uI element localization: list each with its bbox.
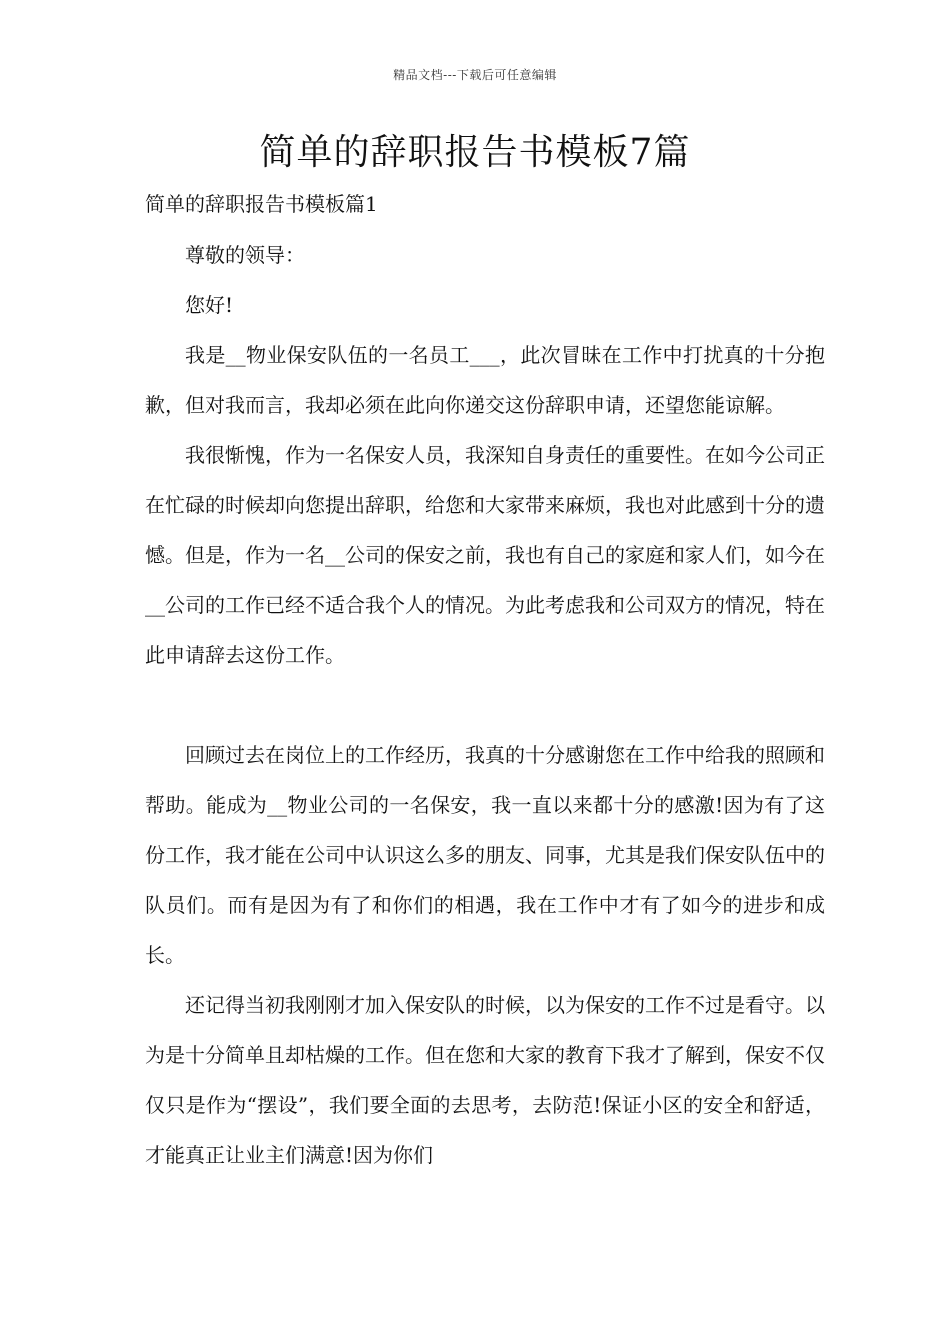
body-paragraph: 我是__物业保安队伍的一名员工___，此次冒昧在工作中打扰真的十分抱歉，但对我而言，我却必须在此向你递交这份辞职申请，还望您能谅解。: [145, 343, 825, 417]
body-paragraph: 回顾过去在岗位上的工作经历，我真的十分感谢您在工作中给我的照顾和帮助。能成为__物业公司的一名保安，我一直以来都十分的感激!因为有了这份工作，我才能在公司中认识这么多的朋友、同事，尤其是我们保安队伍中的队员们。而有是因为有了和你们的相遇，我在工作中才有了如今的进步和成长。: [145, 743, 825, 967]
document-title: 简单的辞职报告书模板7篇: [259, 132, 691, 173]
body-paragraph: 还记得当初我刚刚才加入保安队的时候，以为保安的工作不过是看守。以为是十分简单且却枯燥的工作。但在您和大家的教育下我才了解到，保安不仅仅只是作为“摆设”，我们要全面的去思考，去防范!保证小区的安全和舒适，才能真正让业主们满意!因为你们: [145, 993, 825, 1167]
header-note: 精品文档---下载后可任意编辑: [393, 68, 557, 82]
greeting: 您好!: [185, 293, 234, 317]
section-subtitle: 简单的辞职报告书模板篇1: [145, 192, 378, 216]
body-paragraph: 我很惭愧，作为一名保安人员，我深知自身责任的重要性。在如今公司正在忙碌的时候却向您提出辞职，给您和大家带来麻烦，我也对此感到十分的遗憾。但是，作为一名__公司的保安之前，我也有自己的家庭和家人们，如今在__公司的工作已经不适合我个人的情况。为此考虑我和公司双方的情况，特在此申请辞去这份工作。: [145, 443, 825, 667]
document-body: [145, 230, 825, 1180]
salutation: 尊敬的领导：: [185, 243, 305, 267]
